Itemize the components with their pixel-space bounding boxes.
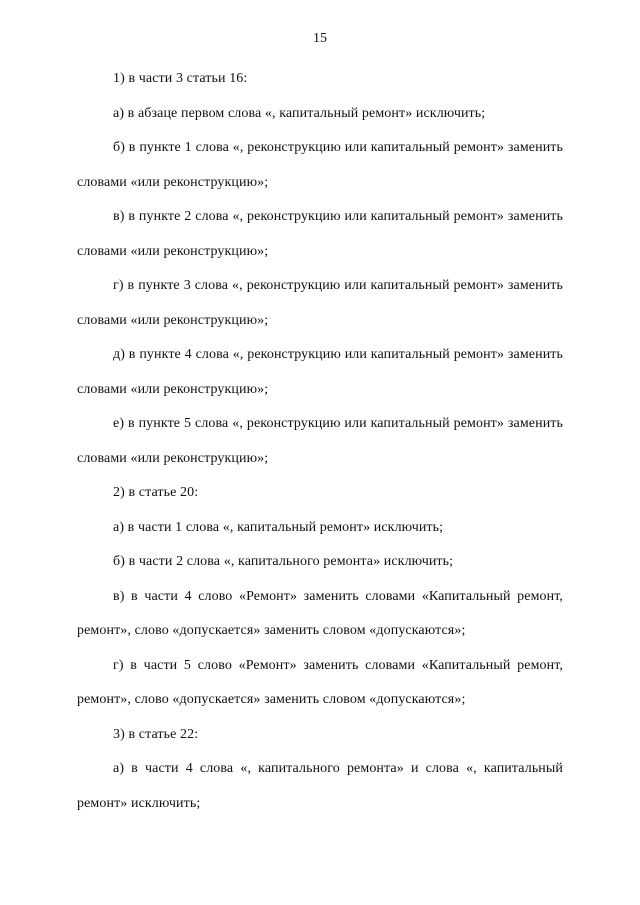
paragraph-item-1e: е) в пункте 5 слова «, реконструкцию или капитальный ремонт» заменить словами «или реконструкцию»; — [77, 416, 563, 466]
paragraph-item-2b: б) в части 2 слова «, капитального ремонта» исключить; — [113, 554, 454, 569]
document-body — [77, 62, 563, 821]
paragraph-item-2: 2) в статье 20: — [113, 485, 199, 500]
paragraph-item-1g: г) в пункте 3 слова «, реконструкцию или капитальный ремонт» заменить словами «или реконструкцию»; — [77, 278, 563, 328]
paragraph-item-2v: в) в части 4 слово «Ремонт» заменить словами «Капитальный ремонт, ремонт», слово «допускается» заменить словом «допускаются»; — [77, 588, 563, 638]
paragraph-item-1a: а) в абзаце первом слова «, капитальный ремонт» исключить; — [113, 105, 486, 121]
paragraph-item-2a: а) в части 1 слова «, капитальный ремонт» исключить; — [113, 519, 444, 535]
paragraph-item-1v: в) в пункте 2 слова «, реконструкцию или капитальный ремонт» заменить словами «или реконструкцию»; — [77, 209, 563, 259]
paragraph-item-3: 3) в статье 22: — [113, 726, 199, 742]
paragraph-item-1: 1) в части 3 статьи 16: — [113, 71, 248, 86]
paragraph-item-1b: б) в пункте 1 слова «, реконструкцию или капитальный ремонт» заменить словами «или реконструкцию»; — [77, 140, 563, 190]
page-number: 15 — [313, 31, 327, 46]
paragraph-item-1d: д) в пункте 4 слова «, реконструкцию или капитальный ремонт» заменить словами «или реконструкцию»; — [77, 347, 563, 397]
paragraph-item-3a: а) в части 4 слова «, капитального ремонта» и слова «, капитальный ремонт» исключить; — [77, 761, 563, 811]
paragraph-item-2g: г) в части 5 слово «Ремонт» заменить словами «Капитальный ремонт, ремонт», слово «допускается» заменить словом «допускаются»; — [77, 657, 563, 707]
